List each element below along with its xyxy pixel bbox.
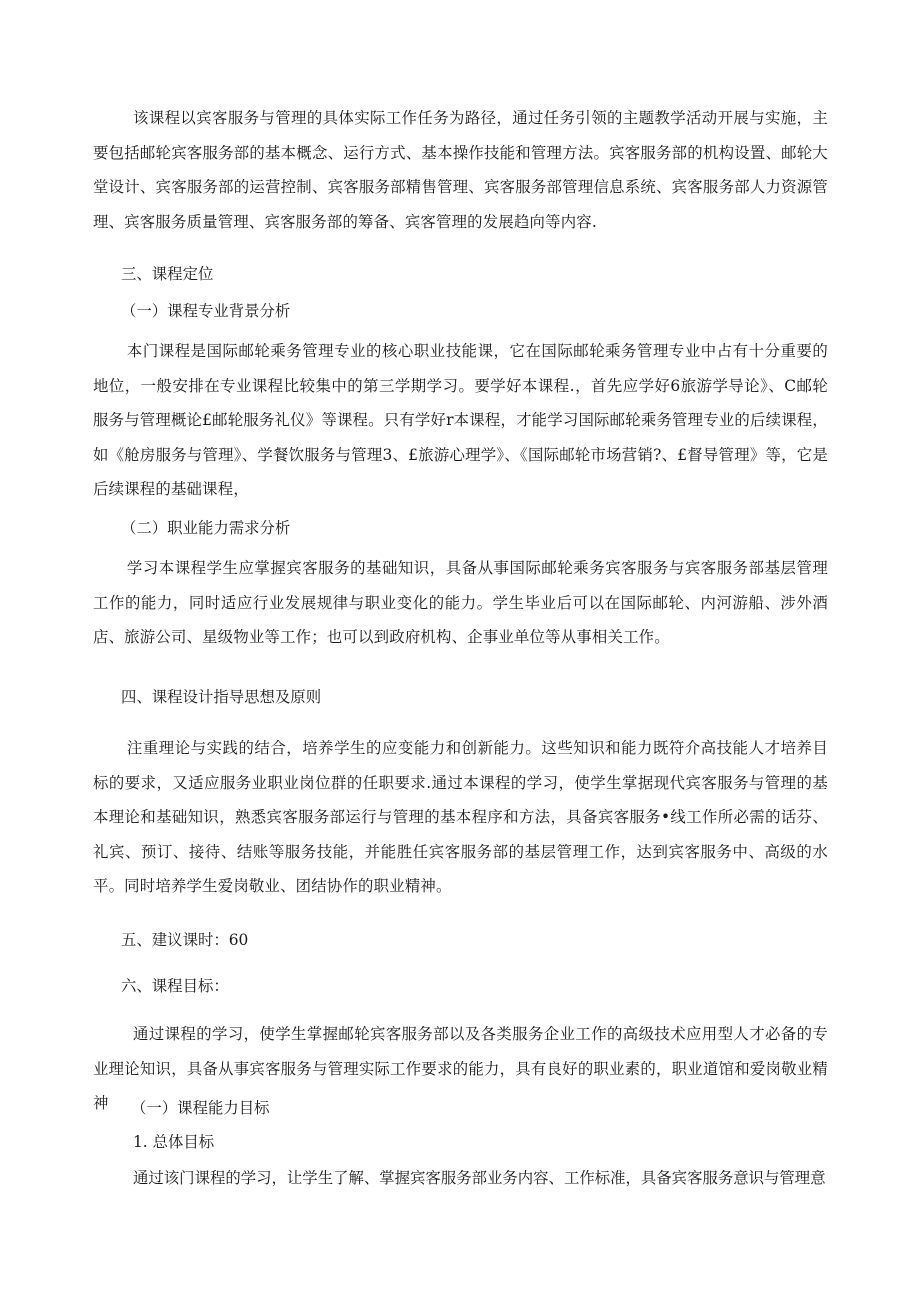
subheading-needs-analysis: （二）职业能力需求分析 [121, 519, 291, 537]
heading-course-goals: 六、课程目标： [121, 977, 229, 995]
paragraph-background: 本门课程是国际邮轮乘务管理专业的核心职业技能课，它在国际邮轮乘务管理专业中占有十分重要的地位，一般安排在专业课程比较集中的第三学期学习。要学好本课程.，首先应学好6旅游学导论》、C邮轮服务与管理概论£邮轮服务礼仪》等课程。只有学好r本课程，才能学习国际邮轮乘务管理专业的后续课程，如《舱房服务与管理》、学餐饮服务与管理3、£旅游心理学》、《国际邮轮市场营销?、£督导管理》等，它是后续课程的基础课程， [93, 342, 828, 499]
heading-design-principles: 四、课程设计指导思想及原则 [121, 688, 322, 706]
paragraph-principles: 注重理论与实践的结合，培养学生的应变能力和创新能力。这些知识和能力既符介高技能人才培养目标的要求，又适应服务业职业岗位群的任职要求.通过本课程的学习，使学生掌据现代宾客服务与管理的基本理论和基础知识，熟悉宾客服务部运行与管理的基本程序和方法，具备宾客服务•线工作所必需的话芬、礼宾、预订、接待、结账等服务技能，并能胜任宾客服务部的基层管理工作，达到宾客服务中、高级的水平。同时培养学生爱岗敬业、团结协作的职业精神。 [93, 739, 828, 896]
paragraph-intro: 该课程以宾客服务与管理的具体实际工作任务为路径，通过任务引领的主题教学活动开展与实施，主要包括邮轮宾客服务部的基本概念、运行方式、基本操作技能和管理方法。宾客服务部的机构设置、邮轮大堂设计、宾客服务部的运营控制、宾客服务部精售管理、宾客服务部管理信息系统、宾客服务部人力资源管理、宾客服务质量管理、宾客服务部的筹备、宾客管理的发展趋向等内容. [93, 109, 828, 231]
list-item-overall-goal: 1. 总体目标 [133, 1133, 215, 1151]
heading-suggested-hours: 五、建议课时：60 [121, 931, 249, 949]
paragraph-overall: 通过该门课程的学习，让学生了解、掌握宾客服务部业务内容、工作标准，具备宾客服务意识与管理意 [133, 1169, 826, 1187]
subheading-ability-goals: （一）课程能力目标 [131, 1099, 270, 1117]
paragraph-goals: 通过课程的学习，使学生掌握邮轮宾客服务部以及各类服务企业工作的高级技术应用型人才必备的专业理论知识，具备从事宾客服务与管理实际工作要求的能力，具有良好的职业素的，职业道馆和爱岗敬业精神 [93, 1025, 828, 1113]
subheading-background-analysis: （一）课程专业背景分析 [121, 302, 291, 320]
paragraph-needs: 学习本课程学生应掌握宾客服务的基础知识，具备从事国际邮轮乘务宾客服务与宾客服务部基层管理工作的能力，同时适应行业发展规律与职业变化的能力。学生毕业后可以在国际邮轮、内河游船、涉外酒店、旅游公司、星级物业等工作；也可以到政府机构、企事业单位等从事相关工作。 [93, 559, 828, 647]
heading-course-positioning: 三、课程定位 [121, 265, 214, 283]
